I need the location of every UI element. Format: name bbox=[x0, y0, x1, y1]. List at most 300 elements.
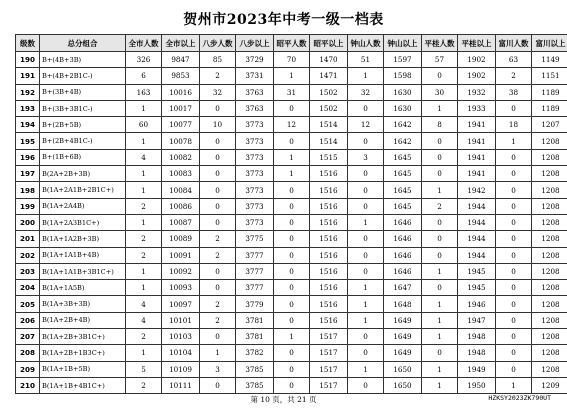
count-cell: 1208 bbox=[532, 329, 567, 345]
rank-cell: 198 bbox=[16, 182, 40, 198]
count-cell: 1 bbox=[126, 345, 162, 361]
count-cell: 1941 bbox=[458, 166, 496, 182]
count-cell: 0 bbox=[422, 68, 458, 84]
document-code: HZKSY2023ZK790UT bbox=[488, 394, 551, 402]
count-cell: 1 bbox=[200, 345, 236, 361]
count-cell: 1646 bbox=[384, 231, 422, 247]
count-cell: 1208 bbox=[532, 296, 567, 312]
count-cell: 1208 bbox=[532, 182, 567, 198]
count-cell: 1650 bbox=[384, 377, 422, 393]
rank-cell: 209 bbox=[16, 361, 40, 377]
count-cell: 0 bbox=[274, 198, 310, 214]
score-combination-cell: B(1A+2A1B+2B1C+) bbox=[40, 182, 126, 198]
count-cell: 0 bbox=[348, 263, 384, 279]
count-cell: 1645 bbox=[384, 182, 422, 198]
count-cell: 10078 bbox=[162, 133, 200, 149]
rank-cell: 206 bbox=[16, 312, 40, 328]
count-cell: 1470 bbox=[310, 52, 348, 68]
count-cell: 1902 bbox=[458, 52, 496, 68]
header-row bbox=[16, 35, 567, 52]
score-combination-cell: B(2A+2B+3B) bbox=[40, 166, 126, 182]
count-cell: 0 bbox=[496, 361, 532, 377]
count-cell: 63 bbox=[496, 52, 532, 68]
count-cell: 0 bbox=[348, 247, 384, 263]
count-cell: 0 bbox=[496, 312, 532, 328]
table-row bbox=[16, 280, 567, 296]
count-cell: 1642 bbox=[384, 117, 422, 133]
count-cell: 5 bbox=[126, 361, 162, 377]
count-cell: 1208 bbox=[532, 361, 567, 377]
count-cell: 3773 bbox=[236, 117, 274, 133]
count-cell: 57 bbox=[422, 52, 458, 68]
column-header: 钟山以上 bbox=[384, 35, 422, 52]
column-header: 级数 bbox=[16, 35, 40, 52]
score-combination-cell: B+(2B+5B) bbox=[40, 117, 126, 133]
count-cell: 1646 bbox=[384, 263, 422, 279]
count-cell: 0 bbox=[274, 247, 310, 263]
count-cell: 326 bbox=[126, 52, 162, 68]
score-combination-cell: B(1A+1A1B+4B) bbox=[40, 247, 126, 263]
count-cell: 1630 bbox=[384, 100, 422, 116]
count-cell: 32 bbox=[200, 84, 236, 100]
count-cell: 1597 bbox=[384, 52, 422, 68]
count-cell: 0 bbox=[496, 280, 532, 296]
rank-cell: 196 bbox=[16, 149, 40, 165]
count-cell: 1941 bbox=[458, 149, 496, 165]
score-combination-cell: B(1A+2B+3B1C+) bbox=[40, 329, 126, 345]
count-cell: 1515 bbox=[310, 149, 348, 165]
count-cell: 1 bbox=[274, 329, 310, 345]
table-row bbox=[16, 68, 567, 84]
score-combination-cell: B+(3B+3B1C-) bbox=[40, 100, 126, 116]
table-row bbox=[16, 182, 567, 198]
count-cell: 1208 bbox=[532, 214, 567, 230]
count-cell: 85 bbox=[200, 52, 236, 68]
count-cell: 1 bbox=[126, 182, 162, 198]
count-cell: 0 bbox=[348, 182, 384, 198]
count-cell: 4 bbox=[126, 312, 162, 328]
table-row bbox=[16, 84, 567, 100]
count-cell: 0 bbox=[200, 100, 236, 116]
count-cell: 1598 bbox=[384, 68, 422, 84]
count-cell: 0 bbox=[496, 263, 532, 279]
score-combination-cell: B(1A+2B+1B3C+) bbox=[40, 345, 126, 361]
count-cell: 10016 bbox=[162, 84, 200, 100]
count-cell: 163 bbox=[126, 84, 162, 100]
count-cell: 10086 bbox=[162, 198, 200, 214]
rank-cell: 195 bbox=[16, 133, 40, 149]
column-header: 全市人数 bbox=[126, 35, 162, 52]
count-cell: 0 bbox=[348, 377, 384, 393]
count-cell: 1516 bbox=[310, 182, 348, 198]
count-cell: 2 bbox=[422, 198, 458, 214]
count-cell: 0 bbox=[496, 329, 532, 345]
page-number: 第 10 页，共 21 页 bbox=[250, 395, 317, 404]
count-cell: 0 bbox=[274, 345, 310, 361]
count-cell: 3775 bbox=[236, 231, 274, 247]
count-cell: 3 bbox=[200, 361, 236, 377]
table-row bbox=[16, 263, 567, 279]
count-cell: 3782 bbox=[236, 345, 274, 361]
count-cell: 1517 bbox=[310, 361, 348, 377]
count-cell: 1 bbox=[274, 149, 310, 165]
count-cell: 1516 bbox=[310, 296, 348, 312]
count-cell: 3 bbox=[348, 149, 384, 165]
count-cell: 0 bbox=[274, 231, 310, 247]
count-cell: 1516 bbox=[310, 247, 348, 263]
count-cell: 3785 bbox=[236, 377, 274, 393]
count-cell: 1517 bbox=[310, 377, 348, 393]
count-cell: 1517 bbox=[310, 329, 348, 345]
score-combination-cell: B+(1B+6B) bbox=[40, 149, 126, 165]
count-cell: 1 bbox=[348, 312, 384, 328]
count-cell: 3773 bbox=[236, 166, 274, 182]
count-cell: 1 bbox=[422, 312, 458, 328]
count-cell: 0 bbox=[496, 182, 532, 198]
score-combination-cell: B+(4B+3B) bbox=[40, 52, 126, 68]
table-row bbox=[16, 198, 567, 214]
count-cell: 2 bbox=[200, 247, 236, 263]
count-cell: 1149 bbox=[532, 52, 567, 68]
count-cell: 9847 bbox=[162, 52, 200, 68]
column-header: 平桂人数 bbox=[422, 35, 458, 52]
rank-cell: 202 bbox=[16, 247, 40, 263]
score-combination-cell: B(1A+1A5B) bbox=[40, 280, 126, 296]
count-cell: 1 bbox=[126, 166, 162, 182]
count-cell: 0 bbox=[422, 166, 458, 182]
count-cell: 2 bbox=[200, 296, 236, 312]
count-cell: 2 bbox=[126, 329, 162, 345]
count-cell: 51 bbox=[348, 52, 384, 68]
count-cell: 1502 bbox=[310, 100, 348, 116]
count-cell: 1945 bbox=[458, 280, 496, 296]
count-cell: 0 bbox=[274, 377, 310, 393]
count-cell: 1944 bbox=[458, 214, 496, 230]
count-cell: 1208 bbox=[532, 166, 567, 182]
count-cell: 1945 bbox=[458, 263, 496, 279]
count-cell: 3773 bbox=[236, 133, 274, 149]
count-cell: 2 bbox=[496, 68, 532, 84]
count-cell: 32 bbox=[348, 84, 384, 100]
rank-cell: 205 bbox=[16, 296, 40, 312]
count-cell: 10091 bbox=[162, 247, 200, 263]
count-cell: 12 bbox=[274, 117, 310, 133]
count-cell: 0 bbox=[274, 214, 310, 230]
count-cell: 3781 bbox=[236, 312, 274, 328]
count-cell: 10084 bbox=[162, 182, 200, 198]
column-header: 平桂以上 bbox=[458, 35, 496, 52]
count-cell: 1947 bbox=[458, 312, 496, 328]
count-cell: 1941 bbox=[458, 133, 496, 149]
count-cell: 1514 bbox=[310, 117, 348, 133]
score-combination-cell: B+(4B+2B1C-) bbox=[40, 68, 126, 84]
count-cell: 8 bbox=[422, 117, 458, 133]
count-cell: 1649 bbox=[384, 312, 422, 328]
count-cell: 0 bbox=[496, 198, 532, 214]
count-cell: 3779 bbox=[236, 296, 274, 312]
count-cell: 0 bbox=[200, 214, 236, 230]
count-cell: 10092 bbox=[162, 263, 200, 279]
count-cell: 1208 bbox=[532, 133, 567, 149]
table-row bbox=[16, 231, 567, 247]
count-cell: 1189 bbox=[532, 100, 567, 116]
count-cell: 1208 bbox=[532, 231, 567, 247]
count-cell: 1 bbox=[274, 166, 310, 182]
count-cell: 0 bbox=[496, 345, 532, 361]
score-combination-cell: B(1A+1A1B+3B1C+) bbox=[40, 263, 126, 279]
count-cell: 0 bbox=[200, 263, 236, 279]
count-cell: 10109 bbox=[162, 361, 200, 377]
count-cell: 0 bbox=[422, 345, 458, 361]
count-cell: 3763 bbox=[236, 100, 274, 116]
count-cell: 3731 bbox=[236, 68, 274, 84]
count-cell: 1516 bbox=[310, 312, 348, 328]
count-cell: 10103 bbox=[162, 329, 200, 345]
count-cell: 1 bbox=[348, 296, 384, 312]
count-cell: 1646 bbox=[384, 247, 422, 263]
column-header: 总分组合 bbox=[40, 35, 126, 52]
table-row bbox=[16, 377, 567, 393]
count-cell: 1630 bbox=[384, 84, 422, 100]
count-cell: 0 bbox=[274, 100, 310, 116]
rank-cell: 199 bbox=[16, 198, 40, 214]
count-cell: 1948 bbox=[458, 329, 496, 345]
count-cell: 1208 bbox=[532, 312, 567, 328]
score-combination-cell: B+(2B+4B1C-) bbox=[40, 133, 126, 149]
count-cell: 4 bbox=[126, 149, 162, 165]
count-cell: 10087 bbox=[162, 214, 200, 230]
count-cell: 0 bbox=[422, 247, 458, 263]
count-cell: 0 bbox=[274, 133, 310, 149]
count-cell: 0 bbox=[348, 198, 384, 214]
table-row bbox=[16, 166, 567, 182]
count-cell: 1 bbox=[422, 329, 458, 345]
count-cell: 1 bbox=[348, 361, 384, 377]
table-row bbox=[16, 312, 567, 328]
count-cell: 3777 bbox=[236, 247, 274, 263]
count-cell: 0 bbox=[496, 149, 532, 165]
count-cell: 0 bbox=[348, 166, 384, 182]
count-cell: 1517 bbox=[310, 345, 348, 361]
count-cell: 0 bbox=[496, 100, 532, 116]
count-cell: 0 bbox=[348, 329, 384, 345]
count-cell: 1189 bbox=[532, 84, 567, 100]
table-row bbox=[16, 133, 567, 149]
count-cell: 4 bbox=[126, 296, 162, 312]
count-cell: 1 bbox=[348, 68, 384, 84]
count-cell: 1 bbox=[126, 214, 162, 230]
count-cell: 10089 bbox=[162, 231, 200, 247]
count-cell: 1 bbox=[348, 214, 384, 230]
count-cell: 1649 bbox=[384, 329, 422, 345]
column-header: 八步以上 bbox=[236, 35, 274, 52]
count-cell: 1 bbox=[422, 263, 458, 279]
count-cell: 1933 bbox=[458, 100, 496, 116]
count-cell: 1208 bbox=[532, 280, 567, 296]
column-header: 昭平人数 bbox=[274, 35, 310, 52]
count-cell: 1944 bbox=[458, 231, 496, 247]
count-cell: 0 bbox=[422, 280, 458, 296]
column-header: 富川人数 bbox=[496, 35, 532, 52]
count-cell: 0 bbox=[200, 198, 236, 214]
count-cell: 10 bbox=[200, 117, 236, 133]
count-cell: 0 bbox=[422, 214, 458, 230]
count-cell: 0 bbox=[274, 312, 310, 328]
count-cell: 10093 bbox=[162, 280, 200, 296]
count-cell: 1 bbox=[422, 361, 458, 377]
count-cell: 1516 bbox=[310, 214, 348, 230]
count-cell: 31 bbox=[274, 84, 310, 100]
count-cell: 0 bbox=[496, 166, 532, 182]
count-cell: 0 bbox=[422, 133, 458, 149]
rank-cell: 193 bbox=[16, 100, 40, 116]
column-header: 昭平以上 bbox=[310, 35, 348, 52]
count-cell: 1208 bbox=[532, 198, 567, 214]
count-cell: 2 bbox=[200, 231, 236, 247]
count-cell: 3781 bbox=[236, 329, 274, 345]
column-header: 全市以上 bbox=[162, 35, 200, 52]
score-combination-cell: B+(3B+4B) bbox=[40, 84, 126, 100]
score-combination-cell: B(1A+1A2B+3B) bbox=[40, 231, 126, 247]
count-cell: 0 bbox=[200, 280, 236, 296]
count-cell: 1 bbox=[126, 280, 162, 296]
count-cell: 1208 bbox=[532, 247, 567, 263]
count-cell: 1 bbox=[274, 68, 310, 84]
rank-cell: 197 bbox=[16, 166, 40, 182]
score-combination-cell: B(1A+1B+4B1C+) bbox=[40, 377, 126, 393]
count-cell: 3777 bbox=[236, 280, 274, 296]
rank-cell: 208 bbox=[16, 345, 40, 361]
count-cell: 0 bbox=[200, 377, 236, 393]
score-combination-cell: B(1A+2B+4B) bbox=[40, 312, 126, 328]
count-cell: 0 bbox=[348, 231, 384, 247]
count-cell: 3773 bbox=[236, 182, 274, 198]
table-row bbox=[16, 329, 567, 345]
count-cell: 18 bbox=[496, 117, 532, 133]
count-cell: 0 bbox=[274, 361, 310, 377]
rank-cell: 192 bbox=[16, 84, 40, 100]
count-cell: 1516 bbox=[310, 166, 348, 182]
count-cell: 1 bbox=[422, 296, 458, 312]
count-cell: 10101 bbox=[162, 312, 200, 328]
table-row bbox=[16, 296, 567, 312]
count-cell: 1944 bbox=[458, 247, 496, 263]
score-combination-cell: B(1A+2A4B) bbox=[40, 198, 126, 214]
count-cell: 1207 bbox=[532, 117, 567, 133]
count-cell: 1932 bbox=[458, 84, 496, 100]
column-header: 八步人数 bbox=[200, 35, 236, 52]
count-cell: 9853 bbox=[162, 68, 200, 84]
count-cell: 1944 bbox=[458, 198, 496, 214]
count-cell: 1 bbox=[422, 377, 458, 393]
count-cell: 1650 bbox=[384, 361, 422, 377]
count-cell: 10104 bbox=[162, 345, 200, 361]
count-cell: 10097 bbox=[162, 296, 200, 312]
count-cell: 3777 bbox=[236, 263, 274, 279]
count-cell: 70 bbox=[274, 52, 310, 68]
count-cell: 1 bbox=[422, 100, 458, 116]
count-cell: 38 bbox=[496, 84, 532, 100]
count-cell: 1 bbox=[496, 133, 532, 149]
count-cell: 1 bbox=[126, 133, 162, 149]
count-cell: 3773 bbox=[236, 198, 274, 214]
count-cell: 0 bbox=[496, 231, 532, 247]
table-row bbox=[16, 100, 567, 116]
table-row bbox=[16, 345, 567, 361]
count-cell: 0 bbox=[200, 133, 236, 149]
count-cell: 1902 bbox=[458, 68, 496, 84]
count-cell: 1946 bbox=[458, 296, 496, 312]
count-cell: 1648 bbox=[384, 296, 422, 312]
count-cell: 1514 bbox=[310, 133, 348, 149]
page-title: 贺州市2023年中考一级一档表 bbox=[183, 12, 384, 28]
count-cell: 1516 bbox=[310, 198, 348, 214]
count-cell: 0 bbox=[496, 214, 532, 230]
count-cell: 1645 bbox=[384, 166, 422, 182]
count-cell: 2 bbox=[126, 247, 162, 263]
count-cell: 1 bbox=[126, 263, 162, 279]
rank-cell: 201 bbox=[16, 231, 40, 247]
count-cell: 0 bbox=[200, 149, 236, 165]
count-cell: 0 bbox=[496, 296, 532, 312]
count-cell: 0 bbox=[274, 263, 310, 279]
count-cell: 1208 bbox=[532, 149, 567, 165]
table-row bbox=[16, 149, 567, 165]
count-cell: 12 bbox=[348, 117, 384, 133]
count-cell: 0 bbox=[274, 182, 310, 198]
count-cell: 1647 bbox=[384, 280, 422, 296]
count-cell: 1950 bbox=[458, 377, 496, 393]
count-cell: 3773 bbox=[236, 214, 274, 230]
table-row bbox=[16, 117, 567, 133]
count-cell: 0 bbox=[348, 133, 384, 149]
count-cell: 1942 bbox=[458, 182, 496, 198]
count-cell: 0 bbox=[274, 280, 310, 296]
count-cell: 1948 bbox=[458, 345, 496, 361]
rank-cell: 210 bbox=[16, 377, 40, 393]
count-cell: 6 bbox=[126, 68, 162, 84]
count-cell: 1209 bbox=[532, 377, 567, 393]
rank-cell: 190 bbox=[16, 52, 40, 68]
count-cell: 1645 bbox=[384, 149, 422, 165]
count-cell: 0 bbox=[348, 100, 384, 116]
count-cell: 2 bbox=[200, 68, 236, 84]
count-cell: 1516 bbox=[310, 231, 348, 247]
count-cell: 1642 bbox=[384, 133, 422, 149]
column-header: 富川以上 bbox=[532, 35, 567, 52]
count-cell: 2 bbox=[126, 198, 162, 214]
count-cell: 30 bbox=[422, 84, 458, 100]
table-row bbox=[16, 214, 567, 230]
table-row bbox=[16, 247, 567, 263]
count-cell: 1208 bbox=[532, 345, 567, 361]
count-cell: 2 bbox=[126, 231, 162, 247]
count-cell: 1516 bbox=[310, 263, 348, 279]
count-cell: 2 bbox=[200, 312, 236, 328]
count-cell: 1 bbox=[496, 377, 532, 393]
count-cell: 1 bbox=[422, 182, 458, 198]
count-cell: 1649 bbox=[384, 345, 422, 361]
rank-cell: 200 bbox=[16, 214, 40, 230]
table-row bbox=[16, 52, 567, 68]
count-cell: 1 bbox=[348, 280, 384, 296]
count-cell: 0 bbox=[200, 166, 236, 182]
count-cell: 1949 bbox=[458, 361, 496, 377]
count-cell: 10082 bbox=[162, 149, 200, 165]
count-cell: 10077 bbox=[162, 117, 200, 133]
table-body bbox=[16, 52, 567, 394]
count-cell: 1471 bbox=[310, 68, 348, 84]
